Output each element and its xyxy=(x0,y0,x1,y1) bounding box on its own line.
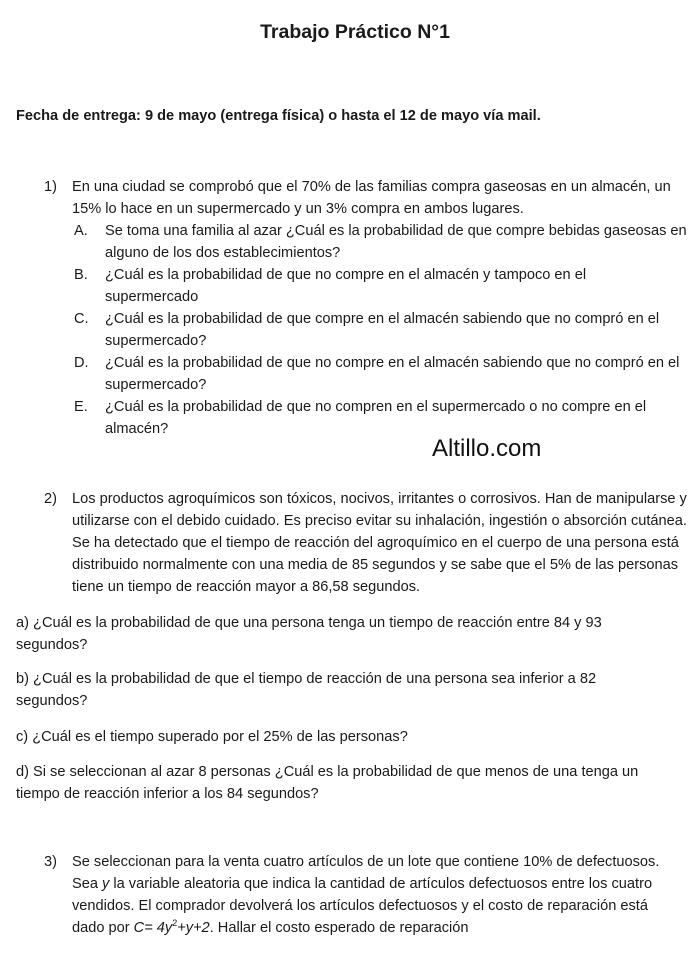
item-text: ¿Cuál es la probabilidad de que no compren en el supermercado o no compre en el almacén? xyxy=(105,399,647,437)
problem-3-statement xyxy=(72,851,694,939)
problem-2-question-b: b) ¿Cuál es la probabilidad de que el tiempo de reacción de una persona sea inferior a 82 segundos? xyxy=(16,671,597,709)
problem-3-number: 3) xyxy=(44,854,57,870)
problem-3-line-4: dado por $C= 4y^2+y+2$. Hallar el costo esperado de reparación xyxy=(72,918,469,936)
item-letter: D. xyxy=(74,355,89,371)
item-text: ¿Cuál es la probabilidad de que no compre en el almacén sabiendo que no compró en el supermercado? xyxy=(105,355,680,393)
problem-2-number: 2) xyxy=(44,491,57,507)
problem-3-line-2: Sea y la variable aleatoria que indica la cantidad de artículos defectuosos entre los cuatro xyxy=(72,876,653,892)
item-text: Se toma una familia al azar ¿Cuál es la probabilidad de que compre bebidas gaseosas en alguno de los dos establecimientos? xyxy=(105,223,687,261)
variable-y: y xyxy=(102,876,110,892)
problem-1-number: 1) xyxy=(44,179,57,195)
problem-1 xyxy=(44,176,694,446)
problem-1-statement: En una ciudad se comprobó que el 70% de las familias compra gaseosas en un almacén, un 15% lo hace en un supermercado y un 3% compra en ambos lugares. xyxy=(72,179,671,217)
deadline-text: Fecha de entrega: 9 de mayo (entrega física) o hasta el 12 de mayo vía mail. xyxy=(16,108,541,124)
cost-formula: $C= 4y^2+y+2$ xyxy=(133,918,210,936)
watermark-logo: Altillo.com xyxy=(432,435,542,462)
problem-2 xyxy=(44,488,694,598)
item-letter: E. xyxy=(74,399,88,415)
problem-2-question-a: a) ¿Cuál es la probabilidad de que una persona tenga un tiempo de reacción entre 84 y 93 segundos? xyxy=(16,615,602,653)
document-title: Trabajo Práctico N°1 xyxy=(260,21,450,43)
item-text: ¿Cuál es la probabilidad de que no compre en el almacén y tampoco en el supermercado xyxy=(105,267,587,305)
problem-2-statement: Los productos agroquímicos son tóxicos, nocivos, irritantes o corrosivos. Han de manipularse y utilizarse con el debido cuidado. Es preciso evitar su inhalación, ingestión o absorción cutánea. Se ha detectado que el tiempo de reacción del agroquímico en el cuerpo de una persona está distribuido normalmente con una media de 85 segundos y se sabe que el 5% de las personas tiene un tiempo de reacción mayor a 86,58 segundos. xyxy=(72,491,687,595)
problem-3-line-1: Se seleccionan para la venta cuatro artículos de un lote que contiene 10% de defectuosos. xyxy=(72,854,660,870)
item-letter: C. xyxy=(74,311,89,327)
item-letter: B. xyxy=(74,267,88,283)
problem-3 xyxy=(44,851,694,943)
item-text: ¿Cuál es la probabilidad de que compre en el almacén sabiendo que no compró en el supermercado? xyxy=(105,311,660,349)
item-letter: A. xyxy=(74,223,88,239)
problem-2-question-c: c) ¿Cuál es el tiempo superado por el 25% de las personas? xyxy=(16,729,408,745)
problem-3-line-3: vendidos. El comprador devolverá los artículos defectuosos y el costo de reparación está xyxy=(72,898,648,914)
problem-2-question-d: d) Si se seleccionan al azar 8 personas ¿Cuál es la probabilidad de que menos de una tenga un tiempo de reacción inferior a los 84 segundos? xyxy=(16,764,639,802)
